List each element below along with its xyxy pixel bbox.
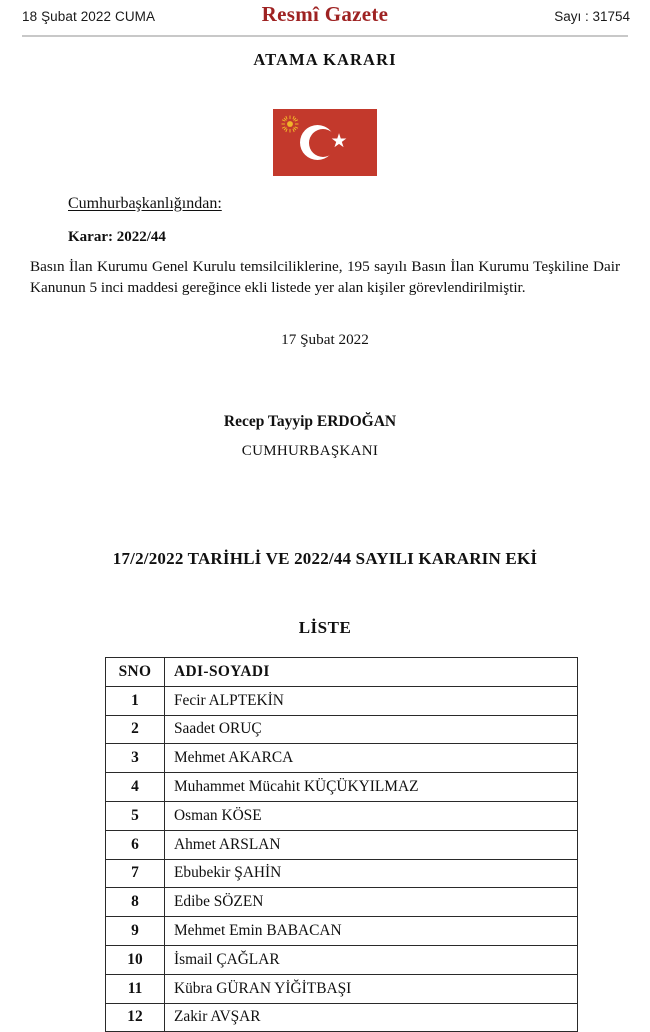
cell-sno: 5	[106, 801, 165, 830]
decree-title: ATAMA KARARI	[253, 50, 397, 69]
cell-sno: 12	[106, 1003, 165, 1032]
page-masthead	[0, 0, 650, 36]
publication-date: 18 Şubat 2022 CUMA	[22, 9, 156, 24]
cell-name: İsmail ÇAĞLAR	[165, 945, 578, 974]
cell-name: Mehmet Emin BABACAN	[165, 917, 578, 946]
masthead-divider	[22, 35, 628, 37]
cell-name: Fecir ALPTEKİN	[165, 686, 578, 715]
cell-name: Ebubekir ŞAHİN	[165, 859, 578, 888]
table-row	[106, 888, 578, 917]
cell-sno: 3	[106, 744, 165, 773]
cell-sno: 6	[106, 830, 165, 859]
table-row	[106, 859, 578, 888]
signer-name: Recep Tayyip ERDOĞAN	[223, 413, 397, 430]
cell-name: Saadet ORUÇ	[165, 715, 578, 744]
cell-sno: 9	[106, 917, 165, 946]
gazette-title: Resmî Gazete	[261, 2, 389, 26]
cell-sno: 1	[106, 686, 165, 715]
cell-sno: 11	[106, 974, 165, 1003]
decree-sign-date: 17 Şubat 2022	[281, 331, 369, 348]
decree-body-text: Basın İlan Kurumu Genel Kurulu temsilciliklerine, 195 sayılı Basın İlan Kurumu Teşkiline Dair Kanunun 5 inci maddesi gereğince ekli listede yer alan kişiler görevlendirilmiştir.	[30, 258, 620, 296]
cell-sno: 7	[106, 859, 165, 888]
issuing-authority: Cumhurbaşkanlığından:	[68, 195, 222, 212]
cell-sno: 2	[106, 715, 165, 744]
table-header	[106, 658, 578, 687]
cell-name: Zakir AVŞAR	[165, 1003, 578, 1032]
table-row	[106, 974, 578, 1003]
table-row	[106, 801, 578, 830]
column-header-name: ADI-SOYADI	[165, 658, 578, 687]
cell-name: Edibe SÖZEN	[165, 888, 578, 917]
table-row	[106, 830, 578, 859]
turkish-flag-icon	[273, 109, 377, 176]
cell-name: Kübra GÜRAN YİĞİTBAŞI	[165, 974, 578, 1003]
cell-sno: 8	[106, 888, 165, 917]
flag-sun-icon	[281, 115, 299, 133]
cell-name: Ahmet ARSLAN	[165, 830, 578, 859]
column-header-sno: SNO	[106, 658, 165, 687]
table-body	[106, 686, 578, 1032]
cell-name: Osman KÖSE	[165, 801, 578, 830]
cell-name: Muhammet Mücahit KÜÇÜKYILMAZ	[165, 773, 578, 802]
cell-sno: 10	[106, 945, 165, 974]
table-row	[106, 773, 578, 802]
flag-star: ★	[330, 131, 348, 152]
annex-heading: 17/2/2022 TARİHLİ VE 2022/44 SAYILI KARARIN EKİ	[112, 549, 538, 568]
cell-name: Mehmet AKARCA	[165, 744, 578, 773]
table-row	[106, 715, 578, 744]
cell-sno: 4	[106, 773, 165, 802]
table-header-row	[106, 658, 578, 687]
annex-subheading: LİSTE	[298, 618, 352, 637]
issue-number: Sayı : 31754	[554, 9, 630, 24]
table-row	[106, 686, 578, 715]
table-row	[106, 945, 578, 974]
signer-role: CUMHURBAŞKANI	[241, 443, 379, 459]
table-row	[106, 917, 578, 946]
decision-number: Karar: 2022/44	[68, 229, 166, 245]
table-row	[106, 744, 578, 773]
appointee-list-table	[105, 657, 578, 1032]
